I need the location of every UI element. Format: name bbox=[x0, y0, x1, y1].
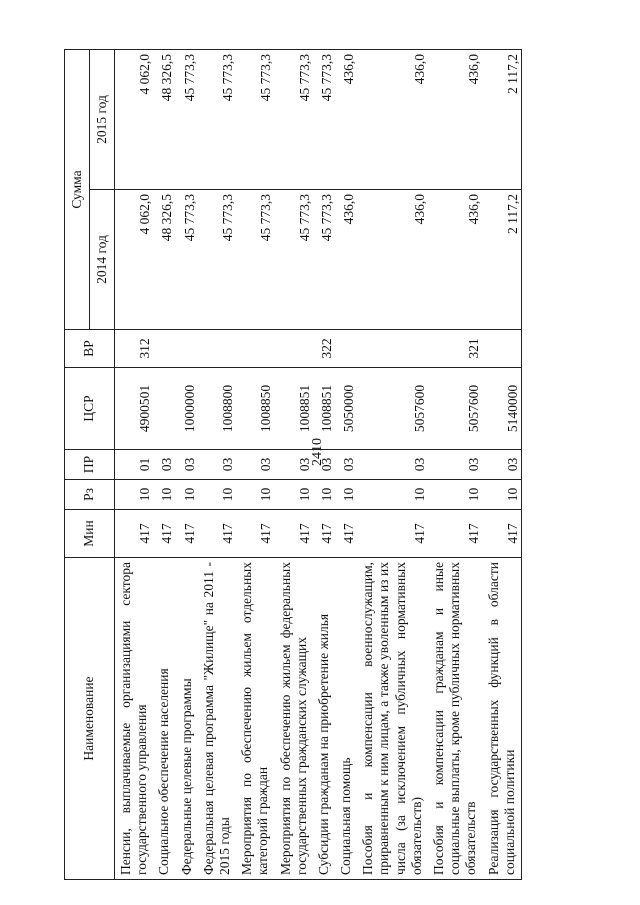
row-pr: 03 bbox=[335, 450, 357, 480]
row-2015-sum: 45 773,3 bbox=[176, 49, 198, 189]
row-2015-sum: 436,0 bbox=[335, 49, 357, 189]
row-pr: 03 bbox=[176, 450, 198, 480]
row-2014-sum: 45 773,3 bbox=[176, 190, 198, 330]
row-2015-sum: 45 773,3 bbox=[275, 49, 313, 189]
row-rz: 10 bbox=[153, 480, 175, 510]
row-rz: 10 bbox=[483, 480, 522, 510]
row-vr bbox=[176, 330, 198, 368]
row-min: 417 bbox=[357, 510, 428, 558]
table-row bbox=[198, 49, 236, 879]
row-2015-sum: 436,0 bbox=[428, 49, 483, 189]
row-pr: 03 bbox=[236, 450, 274, 480]
row-rz: 10 bbox=[428, 480, 483, 510]
row-pr: 03 bbox=[275, 450, 313, 480]
row-rz: 10 bbox=[115, 480, 154, 510]
row-min: 417 bbox=[483, 510, 522, 558]
row-vr bbox=[236, 330, 274, 368]
row-2015-sum: 45 773,3 bbox=[313, 49, 335, 189]
row-pr: 03 bbox=[198, 450, 236, 480]
row-pr: 03 bbox=[483, 450, 522, 480]
row-name: Мероприятия по обеспечению жильем отдельных категорий граждан bbox=[236, 558, 274, 880]
row-2014-sum: 436,0 bbox=[357, 190, 428, 330]
row-2015-sum: 4 062,0 bbox=[115, 49, 154, 189]
table-row bbox=[236, 49, 274, 879]
row-2014-sum: 436,0 bbox=[335, 190, 357, 330]
row-vr bbox=[357, 330, 428, 368]
row-2014-sum: 45 773,3 bbox=[275, 190, 313, 330]
row-rz: 10 bbox=[313, 480, 335, 510]
header-min: Мин bbox=[65, 510, 115, 558]
row-name: Федеральные целевые программы bbox=[176, 558, 198, 880]
header-pr: ПР bbox=[65, 450, 115, 480]
row-pr: 03 bbox=[313, 450, 335, 480]
row-2015-sum: 45 773,3 bbox=[198, 49, 236, 189]
header-vr: ВР bbox=[65, 330, 115, 368]
row-min: 417 bbox=[153, 510, 175, 558]
row-csr: 1000000 bbox=[176, 368, 198, 450]
row-name: Пенсии, выплачиваемые организациями сектора государственного управления bbox=[115, 558, 154, 880]
row-2015-sum: 2 117,2 bbox=[483, 49, 522, 189]
row-rz: 10 bbox=[176, 480, 198, 510]
row-2014-sum: 4 062,0 bbox=[115, 190, 154, 330]
row-min: 417 bbox=[335, 510, 357, 558]
row-2014-sum: 45 773,3 bbox=[313, 190, 335, 330]
row-csr: 5050000 bbox=[335, 368, 357, 450]
row-rz: 10 bbox=[198, 480, 236, 510]
table-row bbox=[428, 49, 483, 879]
row-vr: 321 bbox=[428, 330, 483, 368]
header-sum: Сумма bbox=[65, 49, 90, 329]
header-2014: 2014 год bbox=[90, 190, 115, 330]
row-name: Социальное обеспечение населения bbox=[153, 558, 175, 880]
row-2015-sum: 48 326,5 bbox=[153, 49, 175, 189]
table-row bbox=[313, 49, 335, 879]
budget-table-rotated bbox=[64, 50, 584, 880]
table-body bbox=[115, 49, 522, 879]
row-pr: 03 bbox=[153, 450, 175, 480]
row-2015-sum: 45 773,3 bbox=[236, 49, 274, 189]
table-row bbox=[275, 49, 313, 879]
row-vr bbox=[335, 330, 357, 368]
row-min: 417 bbox=[176, 510, 198, 558]
row-min: 417 bbox=[115, 510, 154, 558]
row-vr: 312 bbox=[115, 330, 154, 368]
row-2014-sum: 2 117,2 bbox=[483, 190, 522, 330]
row-csr: 5057600 bbox=[357, 368, 428, 450]
page-number: 2410 bbox=[310, 438, 325, 466]
row-csr: 1008851 bbox=[275, 368, 313, 450]
row-name: Пособия и компенсации военнослужащим, приравненным к ним лицам, а также уволенным из их числа (за исключением публичных нормативных обязательств) bbox=[357, 558, 428, 880]
row-pr: 03 bbox=[428, 450, 483, 480]
table-row bbox=[176, 49, 198, 879]
row-pr: 01 bbox=[115, 450, 154, 480]
row-name: Социальная помощь bbox=[335, 558, 357, 880]
row-min: 417 bbox=[428, 510, 483, 558]
row-vr bbox=[153, 330, 175, 368]
row-2014-sum: 45 773,3 bbox=[236, 190, 274, 330]
row-csr: 1008800 bbox=[198, 368, 236, 450]
row-min: 417 bbox=[236, 510, 274, 558]
row-pr: 03 bbox=[357, 450, 428, 480]
header-csr: ЦСР bbox=[65, 368, 115, 450]
row-rz: 10 bbox=[236, 480, 274, 510]
row-2014-sum: 45 773,3 bbox=[198, 190, 236, 330]
row-vr bbox=[483, 330, 522, 368]
row-csr bbox=[153, 368, 175, 450]
header-rz: Рз bbox=[65, 480, 115, 510]
row-vr: 322 bbox=[313, 330, 335, 368]
row-vr bbox=[198, 330, 236, 368]
row-2015-sum: 436,0 bbox=[357, 49, 428, 189]
row-rz: 10 bbox=[335, 480, 357, 510]
row-name: Реализация государственных функций в области социальной политики bbox=[483, 558, 522, 880]
row-name: Мероприятия по обеспечению жильем федеральных государственных гражданских служащих bbox=[275, 558, 313, 880]
row-min: 417 bbox=[313, 510, 335, 558]
table-row bbox=[153, 49, 175, 879]
row-rz: 10 bbox=[357, 480, 428, 510]
table-row bbox=[335, 49, 357, 879]
table-row bbox=[357, 49, 428, 879]
header-name: Наименование bbox=[65, 558, 115, 880]
row-2014-sum: 48 326,5 bbox=[153, 190, 175, 330]
row-vr bbox=[275, 330, 313, 368]
header-2015: 2015 год bbox=[90, 49, 115, 189]
row-csr: 5140000 bbox=[483, 368, 522, 450]
row-csr: 1008850 bbox=[236, 368, 274, 450]
row-csr: 1008851 bbox=[313, 368, 335, 450]
budget-table bbox=[64, 49, 522, 880]
row-rz: 10 bbox=[275, 480, 313, 510]
row-min: 417 bbox=[198, 510, 236, 558]
row-name: Федеральная целевая программа "Жилище" на 2011 - 2015 годы bbox=[198, 558, 236, 880]
row-name: Субсидии гражданам на приобретение жилья bbox=[313, 558, 335, 880]
row-csr: 5057600 bbox=[428, 368, 483, 450]
row-csr: 4900501 bbox=[115, 368, 154, 450]
row-min: 417 bbox=[275, 510, 313, 558]
table-row bbox=[483, 49, 522, 879]
table-row bbox=[115, 49, 154, 879]
row-name: Пособия и компенсации гражданам и иные социальные выплаты, кроме публичных нормативных обязательств bbox=[428, 558, 483, 880]
row-2014-sum: 436,0 bbox=[428, 190, 483, 330]
